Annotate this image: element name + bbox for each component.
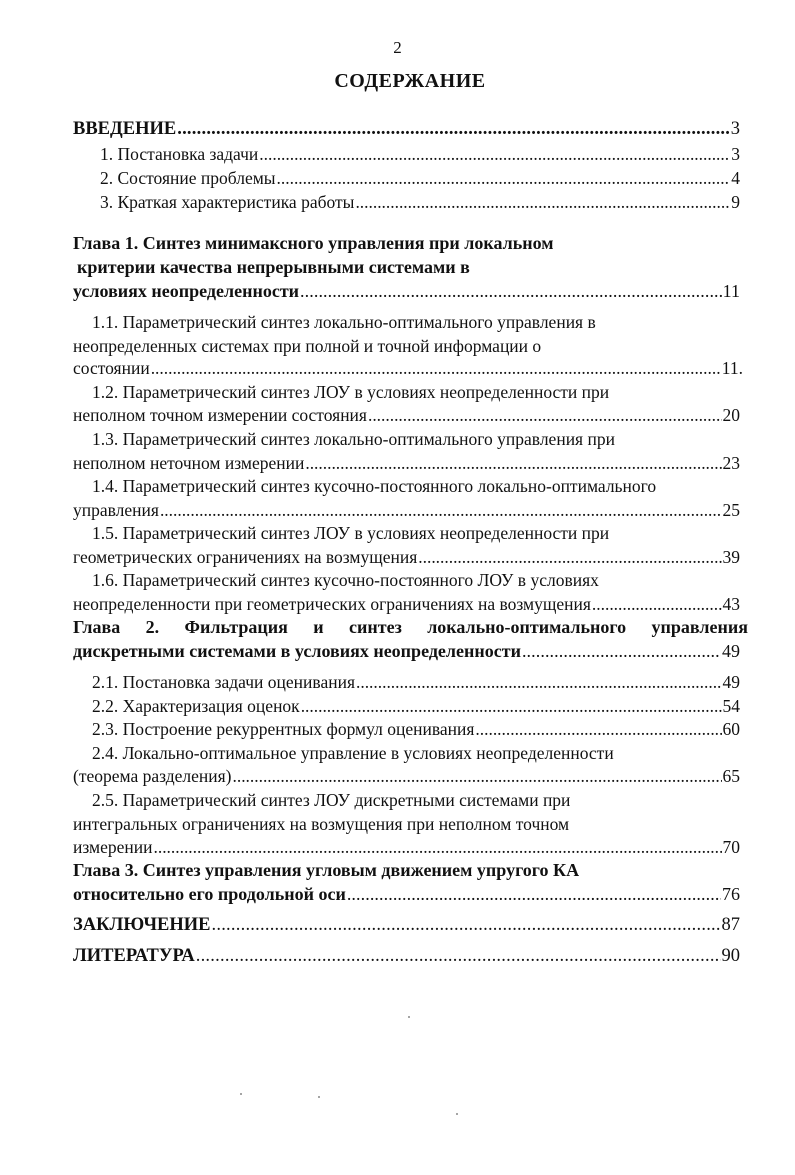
word: управления <box>651 617 748 637</box>
word: синтез <box>349 617 402 637</box>
section-2-5-line-2[interactable]: интегральных ограничениях на возмущения при неполном точном <box>73 814 570 834</box>
dot-leader <box>154 835 722 859</box>
entry-title: ЗАКЛЮЧЕНИЕ <box>73 915 211 935</box>
section-1-3-line-1[interactable]: 1.3. Параметрический синтез локально-оптимального управления при <box>92 429 615 449</box>
chapter-1-title-line-2[interactable]: критерии качества непрерывными системами в <box>77 257 470 277</box>
toc-entry-intro-2[interactable] <box>100 166 740 190</box>
word: 2. <box>145 617 160 637</box>
entry-title: неопределенности при геометрических ограничениях на возмущения <box>73 594 591 614</box>
word: Фильтрация <box>184 617 288 637</box>
dot-leader <box>356 670 722 694</box>
toc-entry-chapter-3[interactable] <box>73 882 740 906</box>
dot-leader <box>233 764 722 788</box>
entry-page: 76 <box>722 884 740 904</box>
entry-page: 65 <box>722 766 740 786</box>
dot-leader <box>522 639 721 663</box>
toc-entry-section-1-1[interactable] <box>73 356 743 380</box>
entry-title: ВВЕДЕНИЕ <box>73 119 177 139</box>
entry-page: 60 <box>722 719 740 739</box>
entry-title: 1. Постановка задачи <box>100 144 259 164</box>
chapter-3-title-line-1[interactable]: Глава 3. Синтез управления угловым движением упругого КА <box>73 860 580 880</box>
section-1-6-line-1[interactable]: 1.6. Параметрический синтез кусочно-постоянного ЛОУ в условиях <box>92 570 599 590</box>
dot-leader <box>177 117 730 141</box>
entry-page: 39 <box>722 547 740 567</box>
entry-title: ЛИТЕРАТУРА <box>73 946 195 966</box>
entry-title: 3. Краткая характеристика работы <box>100 192 355 212</box>
dot-leader <box>300 279 722 303</box>
section-2-4-line-1[interactable]: 2.4. Локально-оптимальное управление в условиях неопределенности <box>92 743 614 763</box>
toc-entry-section-2-1[interactable] <box>92 670 740 694</box>
entry-title: измерении <box>73 837 153 857</box>
word: локально-оптимального <box>427 617 627 637</box>
toc-entry-section-2-2[interactable] <box>92 694 740 718</box>
entry-page: 49 <box>722 672 740 692</box>
toc-entry-section-2-5[interactable] <box>73 835 740 859</box>
dot-leader <box>196 944 721 968</box>
toc-entry-section-1-4[interactable] <box>73 498 740 522</box>
section-1-5-line-1[interactable]: 1.5. Параметрический синтез ЛОУ в условиях неопределенности при <box>92 523 610 543</box>
entry-page: 87 <box>721 915 740 935</box>
page-number: 2 <box>393 38 402 57</box>
toc-entry-section-1-6[interactable] <box>73 592 740 616</box>
dot-leader <box>418 545 721 569</box>
dot-leader <box>277 166 731 190</box>
scan-speck <box>240 1093 242 1095</box>
entry-title: относительно его продольной оси <box>73 884 346 904</box>
dot-leader <box>368 403 722 427</box>
dot-leader <box>160 498 722 522</box>
dot-leader <box>305 451 721 475</box>
toc-entry-chapter-1[interactable] <box>73 279 740 303</box>
section-2-5-line-1[interactable]: 2.5. Параметрический синтез ЛОУ дискретными системами при <box>92 790 571 810</box>
toc-entry-intro-3[interactable] <box>100 190 740 214</box>
dot-leader <box>259 142 730 166</box>
toc-entry-introduction[interactable] <box>73 117 740 141</box>
dot-leader <box>212 913 721 937</box>
chapter-1-title-line-1[interactable]: Глава 1. Синтез минимаксного управления при локальном <box>73 233 554 253</box>
toc-entry-section-1-2[interactable] <box>73 403 740 427</box>
section-1-2-line-1[interactable]: 1.2. Параметрический синтез ЛОУ в условиях неопределенности при <box>92 382 610 402</box>
toc-entry-intro-1[interactable] <box>100 142 740 166</box>
entry-page: 70 <box>722 837 740 857</box>
chapter-2-title-line-1[interactable] <box>73 615 748 639</box>
scan-speck <box>318 1096 320 1098</box>
entry-page: 43 <box>722 594 740 614</box>
entry-page: 20 <box>722 405 740 425</box>
scan-speck <box>456 1113 458 1115</box>
toc-entry-chapter-2[interactable] <box>73 639 740 663</box>
section-1-1-line-2[interactable]: неопределенных системах при полной и точной информации о <box>73 336 542 356</box>
entry-page: 90 <box>721 946 740 966</box>
entry-title: 2. Состояние проблемы <box>100 168 276 188</box>
entry-title: условиях неопределенности <box>73 281 300 301</box>
entry-page: 11. <box>721 358 743 378</box>
entry-title: геометрических ограничениях на возмущения <box>73 547 418 567</box>
dot-leader <box>347 882 721 906</box>
dot-leader <box>475 717 721 741</box>
toc-entry-section-2-4[interactable] <box>73 764 740 788</box>
toc-entry-conclusion[interactable] <box>73 913 740 937</box>
entry-title: неполном неточном измерении <box>73 453 305 473</box>
toc-entry-literature[interactable] <box>73 944 740 968</box>
word: и <box>313 617 324 637</box>
entry-title: (теорема разделения) <box>73 766 232 786</box>
entry-title: 2.1. Постановка задачи оценивания <box>92 672 355 692</box>
entry-page: 49 <box>722 641 740 661</box>
section-1-4-line-1[interactable]: 1.4. Параметрический синтез кусочно-постоянного локально-оптимального <box>92 476 657 496</box>
entry-page: 54 <box>722 696 740 716</box>
entry-page: 9 <box>731 192 740 212</box>
entry-page: 23 <box>722 453 740 473</box>
entry-page: 3 <box>730 119 740 139</box>
entry-page: 25 <box>722 500 740 520</box>
page-title: СОДЕРЖАНИЕ <box>334 70 486 92</box>
scan-speck <box>408 1016 410 1018</box>
dot-leader <box>151 356 721 380</box>
dot-leader <box>592 592 722 616</box>
toc-entry-section-2-3[interactable] <box>92 717 740 741</box>
entry-title: неполном точном измерении состояния <box>73 405 367 425</box>
entry-title: дискретными системами в условиях неопределенности <box>73 641 521 661</box>
dot-leader <box>301 694 722 718</box>
entry-page: 3 <box>731 144 740 164</box>
entry-title: 2.3. Построение рекуррентных формул оценивания <box>92 719 475 739</box>
entry-title: управления <box>73 500 159 520</box>
toc-entry-section-1-5[interactable] <box>73 545 740 569</box>
dot-leader <box>355 190 730 214</box>
entry-title: 2.2. Характеризация оценок <box>92 696 300 716</box>
entry-title: состоянии <box>73 358 150 378</box>
entry-page: 4 <box>731 168 740 188</box>
entry-page: 11 <box>722 281 740 301</box>
word: Глава <box>73 617 121 637</box>
section-1-1-line-1[interactable]: 1.1. Параметрический синтез локально-оптимального управления в <box>92 312 596 332</box>
toc-entry-section-1-3[interactable] <box>73 451 740 475</box>
